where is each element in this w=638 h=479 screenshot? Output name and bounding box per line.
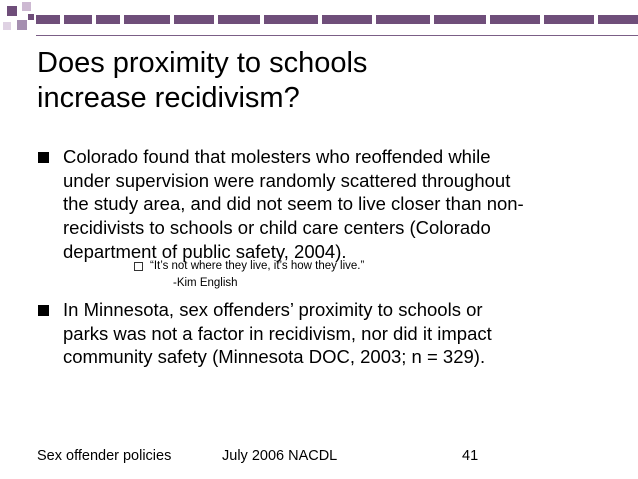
bullet-text-colorado: Colorado found that molesters who reoffended while under supervision were randomly scattered throughout the study area, and did not seem to live closer than non- recidivists to schools or child care centers (Colorado department of public safety, 2004). <box>63 146 524 262</box>
corner-square-light <box>22 2 31 11</box>
quote-text: “It’s not where they live, it’s how they live.” <box>150 260 365 272</box>
footer-left: Sex offender policies <box>37 448 172 464</box>
quote-attribution: -Kim English <box>173 277 238 289</box>
slide-title: Does proximity to schools increase recidivism? <box>37 47 368 114</box>
page-number: 41 <box>462 448 479 464</box>
footer-center: July 2006 NACDL <box>222 448 338 464</box>
header-band <box>0 11 638 20</box>
header-rule <box>36 35 638 36</box>
header-band-blocks <box>0 15 638 24</box>
square-bullet-icon <box>38 152 49 163</box>
bullet-text-minnesota: In Minnesota, sex offenders’ proximity to schools or parks was not a factor in recidivism, nor did it impact community safety (Minnesota DOC, 2003; n = 329). <box>63 299 492 368</box>
hollow-square-bullet-icon <box>134 262 143 271</box>
square-bullet-icon <box>38 305 49 316</box>
